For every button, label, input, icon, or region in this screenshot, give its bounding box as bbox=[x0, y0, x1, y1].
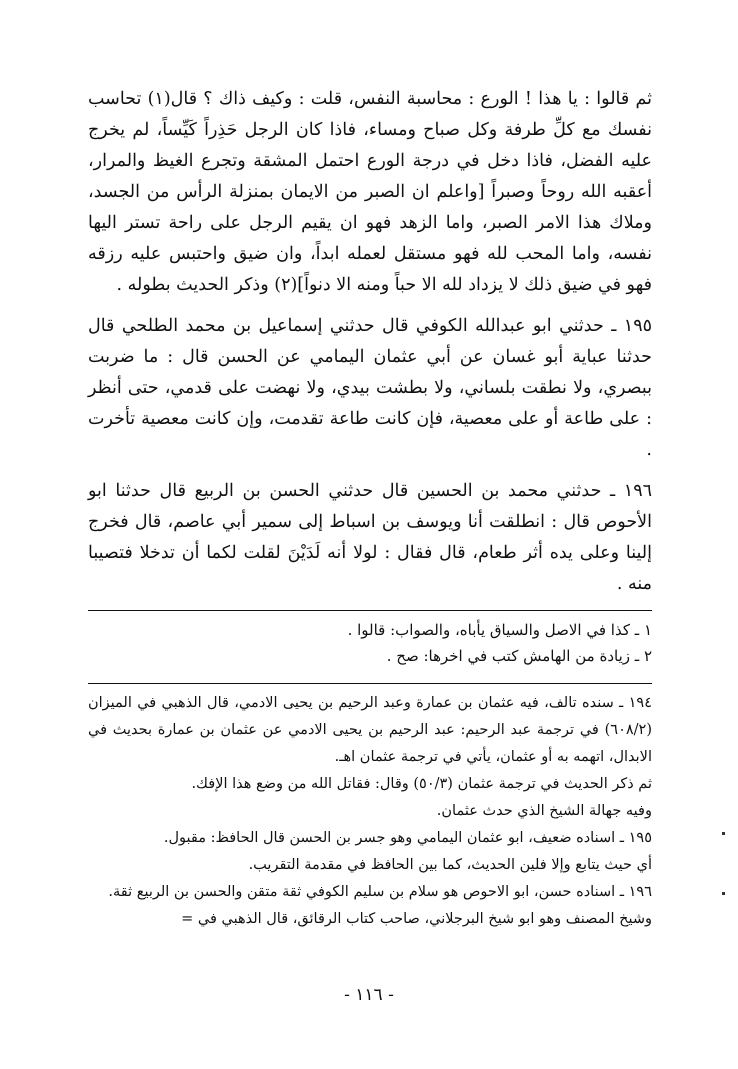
footnotes bbox=[88, 610, 652, 669]
margin-dot bbox=[722, 832, 725, 835]
footnote-1: ١ ـ كذا في الاصل والسياق يأباه، والصواب: قالوا . bbox=[347, 621, 652, 639]
commentary-195-note: أي حيث يتابع وإلا فلين الحديث، كما بين الحافظ في مقدمة التقريب. bbox=[248, 857, 652, 873]
commentary-196: ١٩٦ ـ اسناده حسن، ابو الاحوص هو سلام بن سليم الكوفي ثقة متقن والحسن بن الربيع ثقة. bbox=[108, 884, 652, 900]
page-number: - ١١٦ - bbox=[344, 985, 394, 1005]
commentary-196-note: وشيخ المصنف وهو ابو شيخ البرجلاني، صاحب كتاب الرقائق، قال الذهبي في = bbox=[181, 911, 652, 927]
main-text bbox=[88, 84, 652, 600]
footnote-2: ٢ ـ زيادة من الهامش كتب في اخرها: صح . bbox=[386, 647, 652, 665]
commentary-194-note: ثم ذكر الحديث في ترجمة عثمان (٥٠/٣) وقال: فقاتل الله من وضع هذا الإفك. bbox=[191, 776, 652, 792]
commentary bbox=[88, 683, 652, 933]
commentary-194: ١٩٤ ـ سنده تالف، فيه عثمان بن عمارة وعبد الرحيم بن يحيى الادمي، قال الذهبي في الميزان (٦٠٨/٢) في ترجمة عبد الرحيم: عبد الرحيم بن يحيى الادمي عن عثمان بن عمارة بحديث في الابدال، اتهمه به أو عثمان، يأتي في ترجمة عثمان اهـ. bbox=[88, 695, 652, 765]
commentary-194-note-2: وفيه جهالة الشيخ الذي حدث عثمان. bbox=[436, 803, 652, 819]
hadith-196: ١٩٦ ـ حدثني محمد بن الحسين قال حدثني الحسن بن الربيع قال حدثنا ابو الأحوص قال : انطلقت أنا ويوسف بن اسباط إلى سمير أبي عاصم، قال فخرج إلينا وعلى يده أثر طعام، قال فقال : لولا أنه لَدَيْنَ لقلت لكما أن تدخلا فتصيبا منه . bbox=[88, 481, 652, 594]
hadith-195: ١٩٥ ـ حدثني ابو عبدالله الكوفي قال حدثني إسماعيل بن محمد الطلحي قال حدثنا عباية أبو غسان عن أبي عثمان اليمامي عن الحسن قال : ما ضربت ببصري، ولا نطقت بلساني، ولا بطشت بيدي، ولا نهضت على قدمي، حتى أنظر : على طاعة أو على معصية، فإن كانت طاعة تقدمت، وإن كانت معصية تأخرت . bbox=[88, 316, 652, 460]
commentary-195: ١٩٥ ـ اسناده ضعيف، ابو عثمان اليمامي وهو جسر بن الحسن قال الحافظ: مقبول. bbox=[163, 830, 652, 846]
paragraph-narration: ثم قالوا : يا هذا ! الورع : محاسبة النفس، قلت : وكيف ذاك ؟ قال(١) تحاسب نفسك مع كلِّ طرفة وكل صباح ومساء، فاذا كان الرجل حَذِراً كَيِّساً، لم يخرج عليه الفضل، فاذا دخل في درجة الورع احتمل المشقة وتجرع الغيظ والمرار، أعقبه الله روحاً وصبراً [واعلم ان الصبر من الايمان بمنزلة الرأس من الجسد، وملاك هذا الامر الصبر، واما الزهد فهو ان يقيم الرجل على راحة تستر اليها نفسه، واما المحب لله فهو مستقل لعمله ابداً، وان ضيق واحتبس عليه رزقه فهو في ضيق ذلك لا يزداد لله الا حباً ومنه الا دنواً](٢) وذكر الحديث بطوله . bbox=[88, 89, 652, 295]
margin-dot bbox=[722, 892, 725, 895]
